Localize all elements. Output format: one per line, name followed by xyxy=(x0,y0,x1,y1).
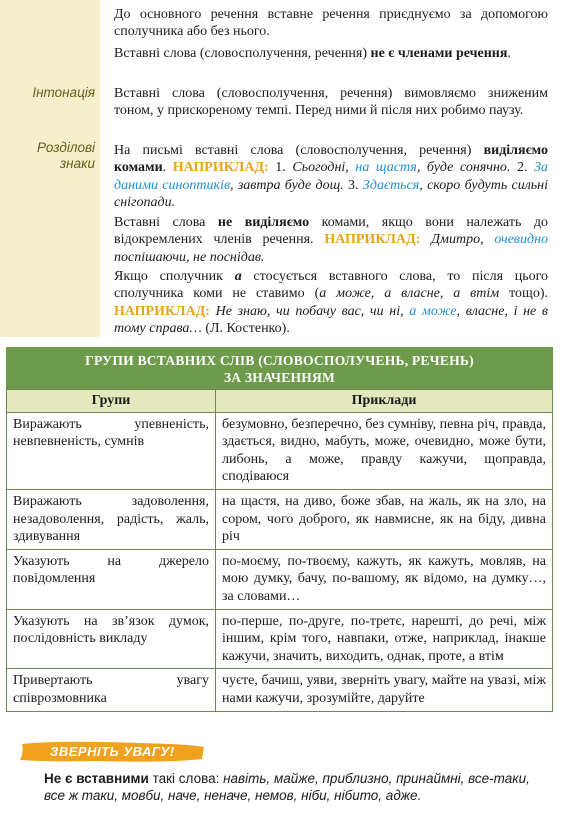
p5-ex-a: Дмитро, xyxy=(420,232,495,248)
p6-author: (Л. Костенко). xyxy=(201,321,290,337)
p4-bold: виділяємо комами xyxy=(114,143,548,176)
p4-ex2b: , завтра буде дощ. xyxy=(230,177,344,193)
p4-ex3b: , скоро будуть сильні снігопади. xyxy=(114,177,549,211)
p5-text2: комами, якщо вони належать до відокремлених членів речення. xyxy=(114,215,548,248)
table-row xyxy=(7,549,553,609)
p4-num3: 3. xyxy=(343,177,363,193)
examples-cell: чуєте, бачиш, уяви, зверніть увагу, майте на увазі, між нами кажучи, зрозумійте, даруйте xyxy=(216,669,553,711)
paragraph-3: Вставні слова (словосполучення, речення) вимовляємо зниженим тоном, у прискореному темпі. Перед ними й після них робимо паузу. xyxy=(114,86,548,119)
p4-ex1b: , буде сонячно. xyxy=(416,160,511,176)
column-header-groups: Групи xyxy=(7,390,216,413)
p5-insert: очевидно xyxy=(494,232,549,248)
p6-ex-a: Не знаю, чи побачу вас, чи ні, xyxy=(209,303,410,319)
table-row xyxy=(7,669,553,711)
p6-text3: тощо). xyxy=(499,286,548,302)
p6-text2: стосується вставного слова, то після цього сполучника коми не ставимо ( xyxy=(114,269,549,302)
group-cell: Виражають упевненість, невпевненість, сумнів xyxy=(7,412,216,489)
examples-cell: по-перше, по-друге, по-третє, нарешті, до речі, між іншим, крім того, навпаки, отже, наприклад, інакше кажучи, значить, виходить, однак, проте, а втім xyxy=(216,609,553,669)
example-marker: НАПРИКЛАД: xyxy=(114,303,210,319)
p4-num1: 1. xyxy=(268,160,293,176)
examples-cell: на щастя, на диво, боже збав, на жаль, як на зло, на сором, чого доброго, як навмисне, як на біду, дивна річ xyxy=(216,489,553,549)
note-bold: Не є вставними xyxy=(44,771,149,786)
p2-text: Вставні слова (словосполучення, речення) xyxy=(114,46,371,61)
p4-ex1a: Сьогодні, xyxy=(292,160,356,176)
p2-end: . xyxy=(507,46,511,61)
group-cell: Виражають задоволення, незадоволення, радість, жаль, здивування xyxy=(7,489,216,549)
intonation-label: Інтонація xyxy=(32,85,95,100)
p4-num2: 2. xyxy=(510,160,535,176)
p4-dot: . xyxy=(162,160,173,176)
group-cell: Привертають увагу співрозмовника xyxy=(7,669,216,711)
table-title-line-1: ГРУПИ ВСТАВНИХ СЛІВ (СЛОВОСПОЛУЧЕНЬ, РЕЧЕНЬ) xyxy=(85,353,474,368)
p6-italic: а може, а власне, а втім xyxy=(319,286,500,302)
example-marker: НАПРИКЛАД: xyxy=(172,160,269,176)
table-body xyxy=(6,389,553,712)
table-header-row xyxy=(7,390,553,413)
paragraph-4 xyxy=(114,142,548,212)
column-header-examples: Приклади xyxy=(216,390,553,413)
table-row xyxy=(7,489,553,549)
p5-bold: не виділяємо xyxy=(217,215,310,230)
punctuation-label-2: знаки xyxy=(59,156,95,171)
examples-cell: безумовно, безперечно, без сумніву, певна річ, правда, здається, видно, мабуть, може, очевидно, може бути, либонь, а може, правду кажучи, щоправда, сподіваюся xyxy=(216,412,553,489)
p6-ex-b: , власне, і не в тому справа… xyxy=(114,303,548,337)
table-row xyxy=(7,609,553,669)
paragraph-6 xyxy=(114,268,548,338)
attention-note xyxy=(44,770,554,804)
p5-ex-b: поспішаючи, не поснідав. xyxy=(114,249,265,265)
paragraph-1: До основного речення вставне речення приєднуємо за допомогою сполучника або без нього. xyxy=(114,7,548,40)
punctuation-label-1: Розділові xyxy=(37,140,95,155)
p4-insert2: За даними синоптиків xyxy=(114,160,549,193)
note-text: такі слова: xyxy=(148,771,224,786)
note-words: навіть, майже, приблизно, принаймні, все-таки, все ж таки, мовби, наче, неначе, немов, ніби, нібито, адже. xyxy=(44,771,530,803)
table-row xyxy=(7,412,553,489)
groups-table xyxy=(6,347,553,712)
p6-text: Якщо сполучник xyxy=(114,269,235,284)
table-title-line-2: ЗА ЗНАЧЕННЯМ xyxy=(223,370,336,385)
table-title xyxy=(6,347,553,389)
p6-conj: а xyxy=(234,269,242,284)
p4-text: На письмі вставні слова (словосполучення, речення) xyxy=(114,143,484,158)
p2-bold: не є членами речення xyxy=(370,46,508,61)
example-marker: НАПРИКЛАД: xyxy=(324,232,421,248)
paragraph-5 xyxy=(114,214,548,266)
p5-text: Вставні слова xyxy=(114,215,218,230)
p4-insert3: Здається xyxy=(362,177,420,193)
p4-insert1: на щастя xyxy=(355,160,417,176)
examples-cell: по-моєму, по-твоєму, кажуть, як кажуть, мовляв, на мою думку, бачу, по-вашому, як відомо, на думку…, за словами… xyxy=(216,549,553,609)
attention-label: ЗВЕРНІТЬ УВАГУ! xyxy=(50,744,175,759)
p6-insert: а може xyxy=(409,303,457,319)
group-cell: Указують на зв’язок думок, послідовність викладу xyxy=(7,609,216,669)
group-cell: Указують на джерело повідомлення xyxy=(7,549,216,609)
paragraph-2 xyxy=(114,45,548,62)
